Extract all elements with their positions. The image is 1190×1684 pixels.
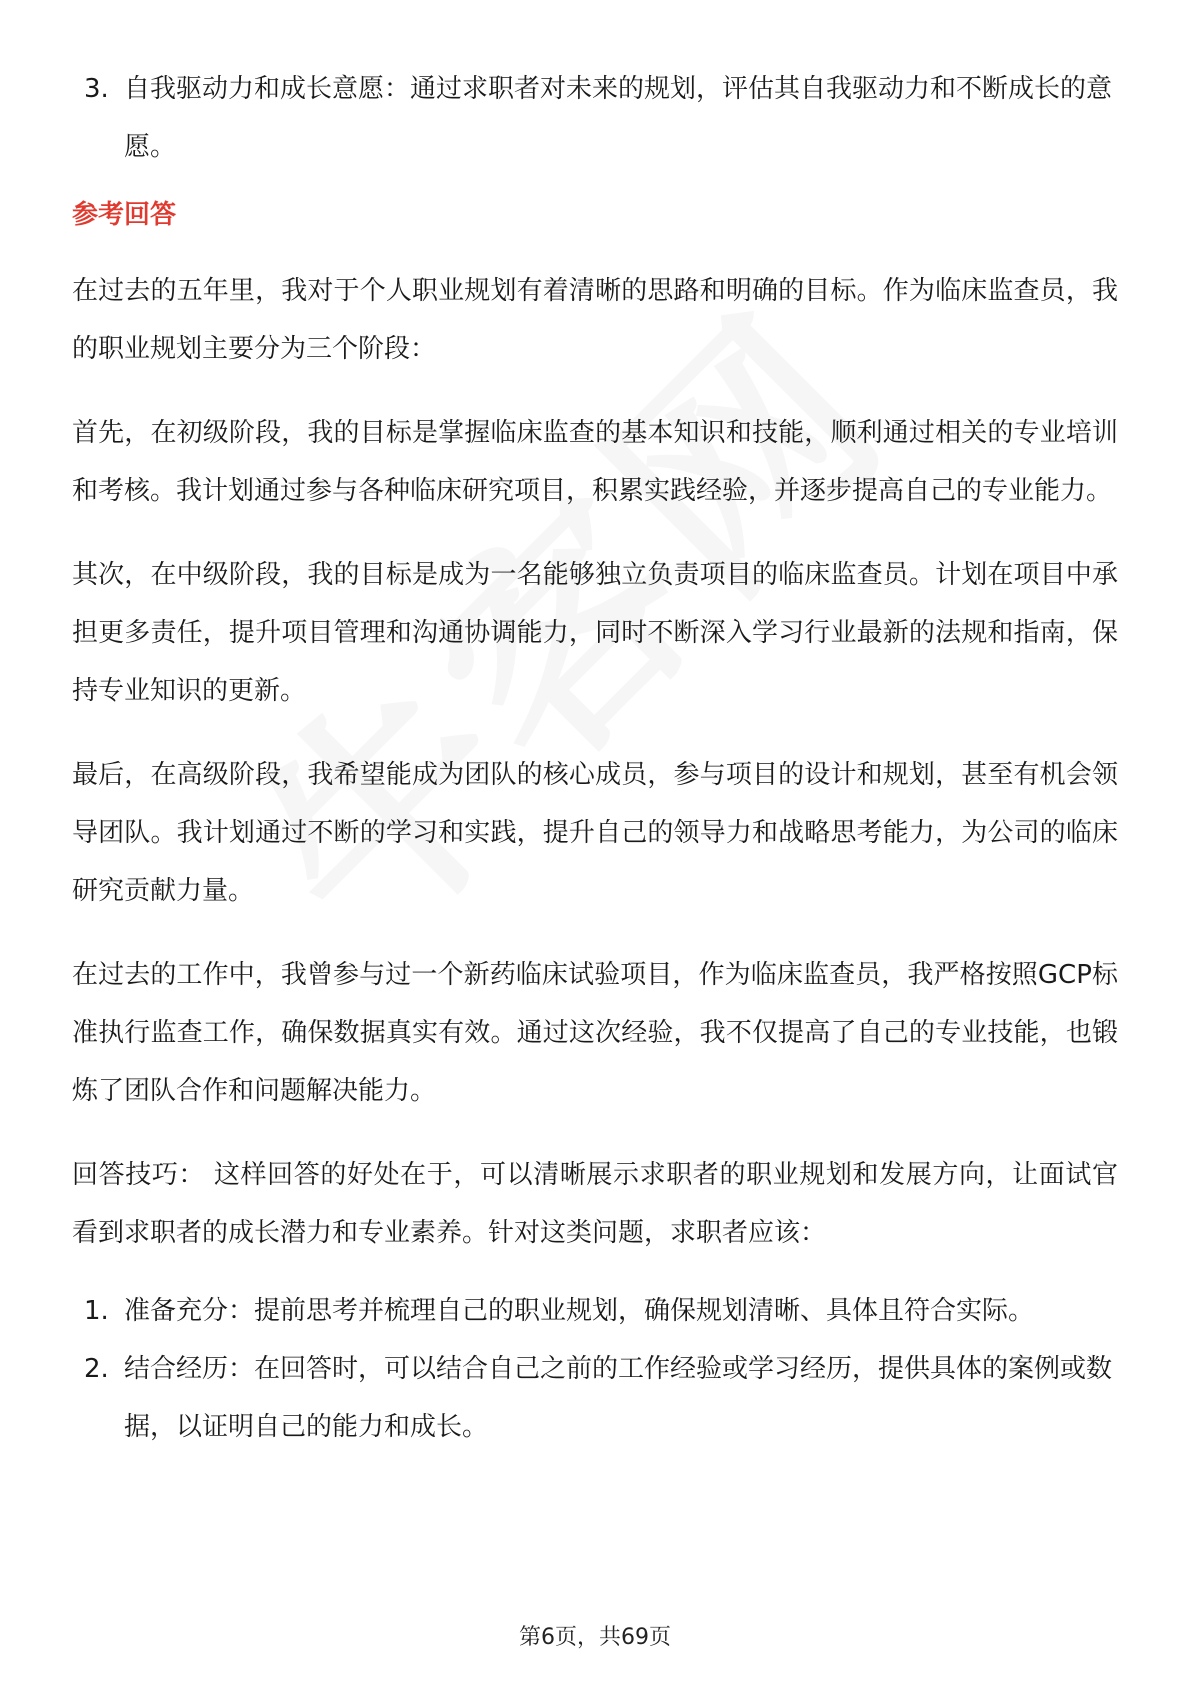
paragraph-stage-1: 首先，在初级阶段，我的目标是掌握临床监查的基本知识和技能，顺利通过相关的专业培训和考核。我计划通过参与各种临床研究项目，积累实践经验，并逐步提高自己的专业能力。 (72, 418, 1118, 506)
paragraph-intro: 在过去的五年里，我对于个人职业规划有着清晰的思路和明确的目标。作为临床监查员，我的职业规划主要分为三个阶段： (72, 276, 1118, 364)
paragraph-tips: 回答技巧： 这样回答的好处在于，可以清晰展示求职者的职业规划和发展方向，让面试官看到求职者的成长潜力和专业素养。针对这类问题，求职者应该： (72, 1160, 1118, 1248)
section-heading: 参考回答 (72, 200, 177, 230)
list-item (72, 1340, 1118, 1456)
list-text: 准备充分：提前思考并梳理自己的职业规划，确保规划清晰、具体且符合实际。 (124, 1296, 1035, 1326)
list-number: 3. (84, 74, 109, 104)
list-text: 结合经历：在回答时，可以结合自己之前的工作经验或学习经历，提供具体的案例或数据，以证明自己的能力和成长。 (124, 1354, 1113, 1442)
paragraph-stage-2: 其次，在中级阶段，我的目标是成为一名能够独立负责项目的临床监查员。计划在项目中承担更多责任，提升项目管理和沟通协调能力，同时不断深入学习行业最新的法规和指南，保持专业知识的更新。 (72, 560, 1118, 706)
tips-list (72, 1282, 1118, 1456)
paragraph-experience: 在过去的工作中，我曾参与过一个新药临床试验项目，作为临床监查员，我严格按照GCP标准执行监查工作，确保数据真实有效。通过这次经验，我不仅提高了自己的专业技能，也锻炼了团队合作和问题解决能力。 (72, 960, 1118, 1106)
list-item (72, 1282, 1118, 1340)
document-body (72, 60, 1118, 1456)
list-number: 1. (84, 1296, 109, 1326)
criteria-list (72, 60, 1118, 176)
list-number: 2. (84, 1354, 109, 1384)
list-item (72, 60, 1118, 176)
list-text: 自我驱动力和成长意愿：通过求职者对未来的规划，评估其自我驱动力和不断成长的意愿。 (124, 74, 1113, 162)
paragraph-stage-3: 最后，在高级阶段，我希望能成为团队的核心成员，参与项目的设计和规划，甚至有机会领导团队。我计划通过不断的学习和实践，提升自己的领导力和战略思考能力，为公司的临床研究贡献力量。 (72, 760, 1118, 906)
page-number: 第6页，共69页 (519, 1625, 671, 1650)
